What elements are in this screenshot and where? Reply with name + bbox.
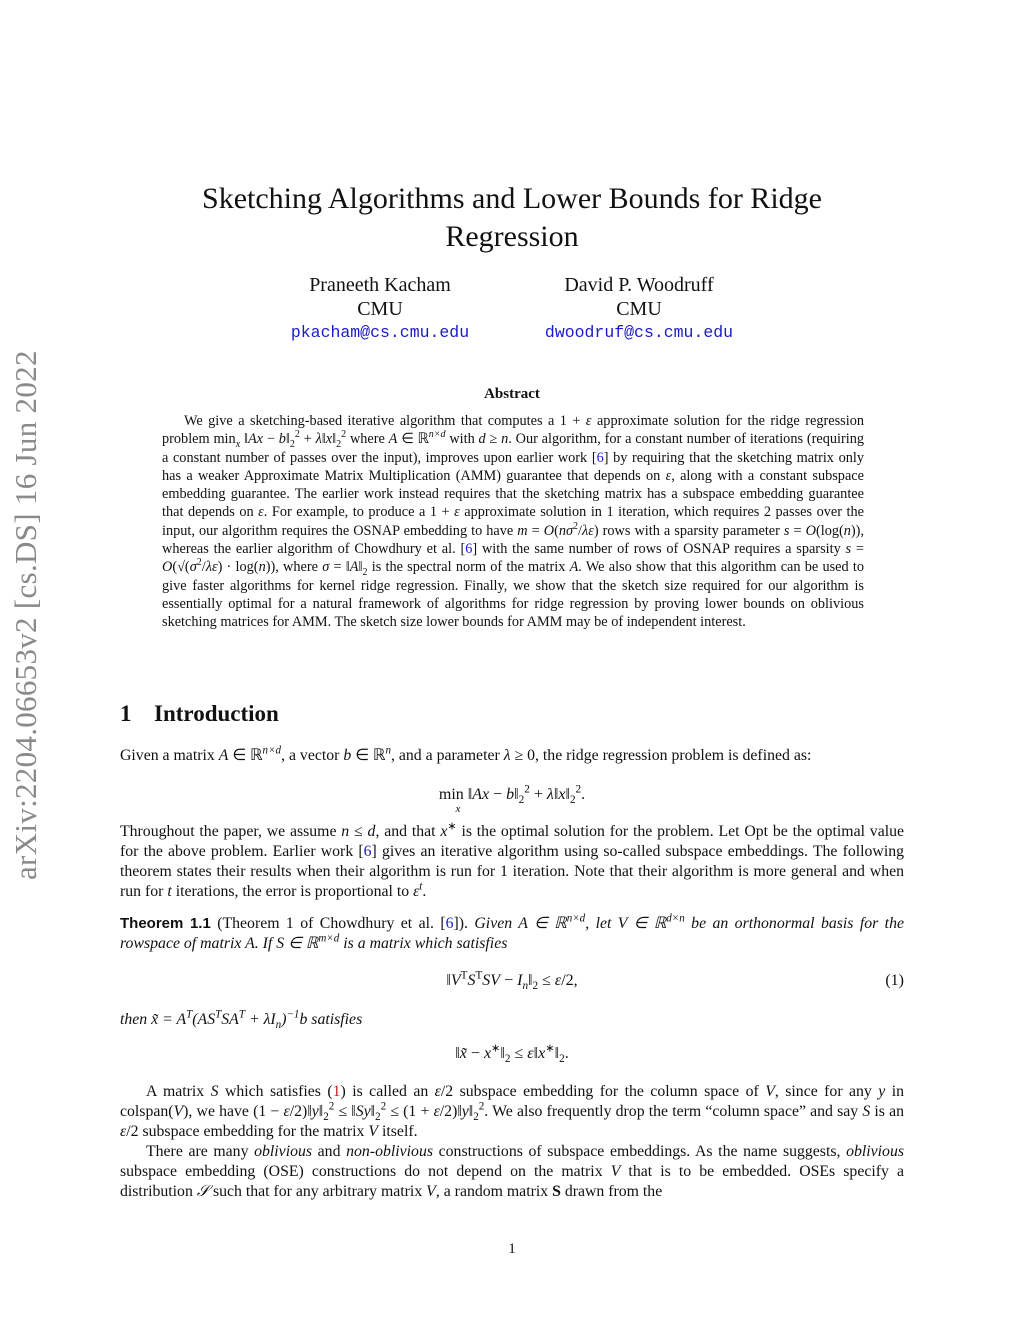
theorem-1-1: Theorem 1.1 (Theorem 1 of Chowdhury et al. [6]). Given A ∈ ℝ$^{n\times d}$, let V ∈ ℝ$^{d\times n}$ be an orthonormal basis for the rowspace of matrix A. If S ∈ ℝ$^{m\times d}$ is a matrix which satisfies [120, 912, 904, 952]
title-line-1: Sketching Algorithms and Lower Bounds for Ridge [202, 182, 822, 215]
intro-paragraph-3: A matrix S which satisfies (1) is called an ε/2 subspace embedding for the column space of V, since for any y in colspan(V), we have $(1 - \varepsilon/2)‖y‖_2^2$ ≤ $‖Sy‖_2^2 \le (1$ + $\varepsilon/2)‖y‖_2^2$. We also frequently drop the term “column space” and say S is an ε/2 subspace embedding for the matrix V itself. There are many oblivious and non-oblivious constructions of subspace embeddings. As the name suggests, oblivious subspace embedding (OSE) constructions do not depend on the matrix V that is to be embedded. OSEs specify a distribution 𝒮 such that for any arbitrary matrix V, a random matrix S drawn from the [120, 1083, 905, 1200]
section-number: 1 [120, 701, 132, 726]
section-title: Introduction [154, 701, 279, 726]
citation-link[interactable]: 6 [596, 449, 604, 466]
abstract-text: We give a sketching-based iterative algorithm that computes a 1 + ε approximate solution for the ridge regression problem $\min_x$ ‖Ax − $b‖_2^2$ + $\lambda‖x‖_2^2$ where A ∈ ℝ$^{n\times d}$ with d ≥ n. Our algorithm, for a constant number of iterations (requiring a constant number of passes over the input), improves upon earlier work [6] by requiring that the sketching matrix only has a weaker Approximate Matrix Multiplication (AMM) guarantee that depends on ε, along with a constant subspace embedding guarantee. The earlier work instead requires that the sketching matrix has a subspace embedding guarantee that depends on ε. For example, to produce a 1 + ε approximate solution in 1 iteration, which requires 2 passes over the input, our algorithm requires the OSNAP embedding to have $m = O(n\sigma^2/\lambda\varepsilon)$ rows with a sparsity parameter s = O(log(n)), whereas the earlier algorithm of Chowdhury et al. [6] with the same number of rows of OSNAP requires a sparsity $s = O(√(\sigma^2/\lambda\varepsilon) \cdot \log(n))$, where $\sigma = ‖A‖_2$ is the spectral norm of the matrix A. We also show that this algorithm can be used to give faster algorithms for kernel ridge regression. Finally, we show that the sketch size required for our algorithm is essentially optimal for a natural framework of algorithms for ridge regression by proving lower bounds on oblivious sketching matrices for AMM. The sketch size lower bounds for AMM may be of independent interest. [162, 413, 865, 631]
author-block-2 [527, 273, 751, 345]
author-email-link[interactable]: pkacham@cs.cmu.edu [290, 323, 470, 342]
section-heading [120, 701, 279, 727]
theorem-conclusion: then x̃ = $A^T(AS^TSA^T + \lambda I_n)^{-1}b$ satisfies [120, 1008, 363, 1032]
equation-number: (1) [885, 972, 904, 989]
author-affiliation: CMU [616, 298, 662, 320]
citation-link[interactable]: 6 [363, 843, 372, 860]
ridge-objective-equation: min ‖Ax − $b‖_2^2$ + $\lambda‖x‖_2^2$. x [438, 783, 586, 815]
author-name: David P. Woodruff [564, 274, 714, 296]
title-line-2: Regression [445, 220, 579, 253]
author-name: Praneeth Kacham [309, 274, 451, 296]
error-bound-equation: ‖x̃ − $x^∗‖_2$ ≤ $\varepsilon‖x^∗‖_2$. [455, 1042, 569, 1066]
abstract-heading: Abstract [484, 386, 540, 402]
citation-link[interactable]: 6 [465, 541, 473, 558]
page-number: 1 [508, 1241, 516, 1257]
equation-reference-link[interactable]: 1 [332, 1083, 341, 1100]
author-affiliation: CMU [357, 298, 403, 320]
author-block-1 [270, 273, 490, 345]
subspace-embedding-equation: $‖V^TS^TSV$ − $I_n‖_2 \le \varepsilon/2$, [446, 969, 578, 993]
paper-title [150, 180, 874, 256]
citation-link[interactable]: 6 [445, 915, 454, 932]
arxiv-identifier: arXiv:2204.06653v2 [cs.DS] 16 Jun 2022 [8, 350, 43, 880]
theorem-label: Theorem 1.1 [120, 915, 211, 932]
intro-paragraph-2: Throughout the paper, we assume n ≤ d, and that x∗ is the optimal solution for the problem. Let Opt be the optimal value for the above problem. Earlier work [6] gives an iterative algorithm using so-called subspace embeddings. The following theorem states their results when their algorithm is run for 1 iteration. Note that their algorithm is more general and when run for t iterations, the error is proportional to $\varepsilon^t$. [120, 820, 905, 900]
intro-paragraph-1: Given a matrix A ∈ ℝ$^{n\times d}$, a vector b ∈ ℝ$^n$, and a parameter λ ≥ 0, the ridge regression problem is defined as: [120, 744, 812, 764]
author-email-link[interactable]: dwoodruf@cs.cmu.edu [544, 323, 734, 342]
